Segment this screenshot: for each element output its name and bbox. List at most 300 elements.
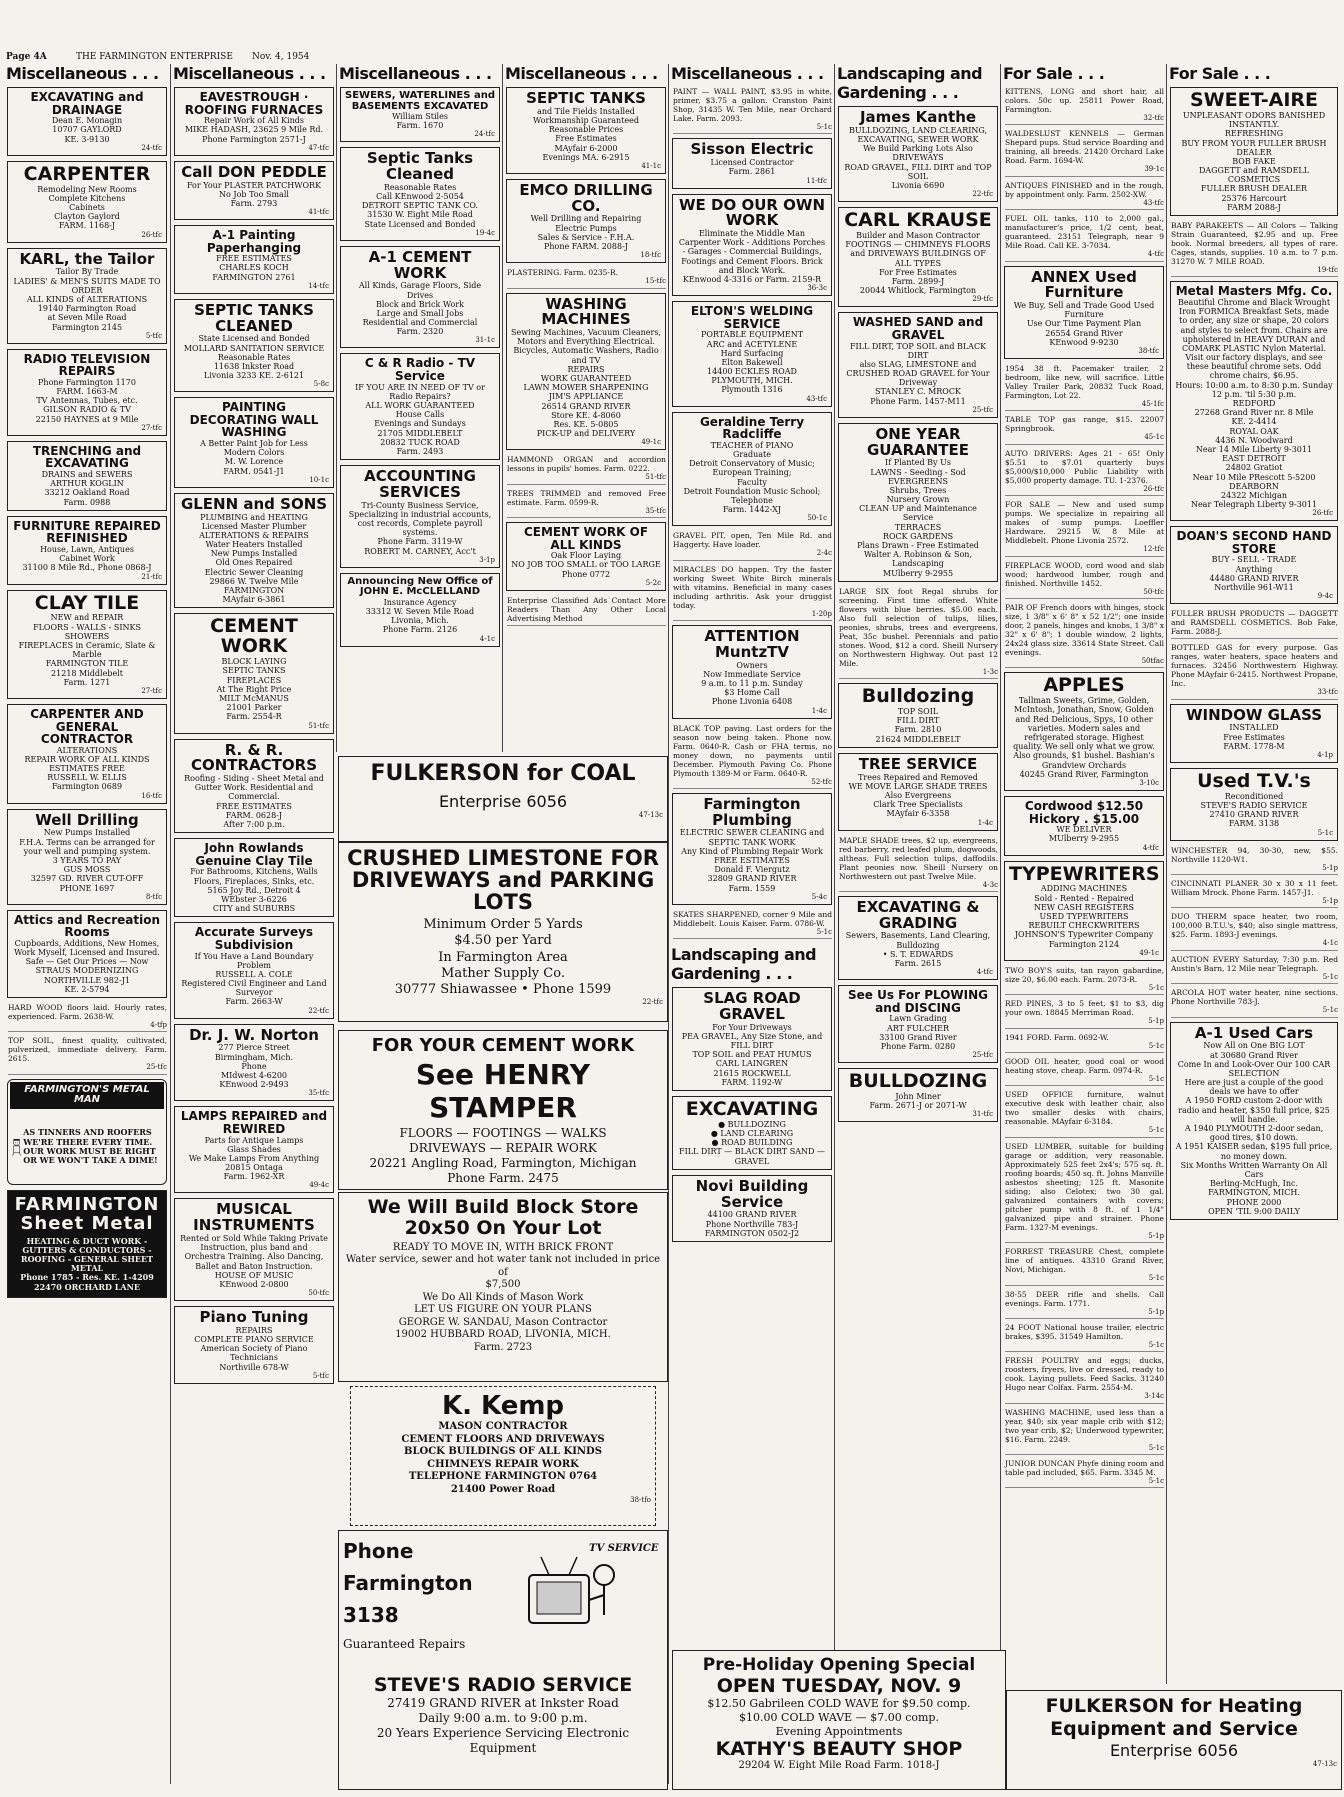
ad-headline: TYPEWRITERS <box>1009 862 1160 885</box>
ad-body: REPAIRS COMPLETE PIANO SERVICE American Society of Piano Technicians Northville 678-W <box>194 1325 314 1372</box>
ad-body: 277 Pierce Street Birmingham, Mich. Phone MIdwest 4-6200 KEnwood 2-9493 <box>214 1043 294 1090</box>
ad-body: Sewers, Basements, Land Clearing, Bulldozing • S. T. EDWARDS Farm. 2615 <box>845 931 991 968</box>
ad-code: 5-1c <box>1317 828 1333 837</box>
classified-line <box>507 455 666 484</box>
excavating-grading-ad <box>838 896 998 980</box>
henry-stamper-ad <box>338 1030 668 1190</box>
ad-code: 47-tfc <box>308 143 329 152</box>
classified-text: WALDESLUST KENNELS — German Shepard pups. Stud service Boarding and training, all breeds. 21420 Orchard Lake Road. Farm. 1694-W. <box>1005 129 1164 166</box>
ad-code: 31-tfc <box>972 1110 993 1119</box>
ad-code: 43-tfc <box>1143 198 1164 207</box>
ad-code: 4-tfc <box>976 968 993 977</box>
classified-text: KITTENS, LONG and short hair, all colors. 50c up. 25811 Power Road, Farmington. <box>1005 87 1164 114</box>
ad-headline: APPLES <box>1043 674 1125 697</box>
ad-body: and Tile Fields Installed Workmanship Guaranteed Reasonable Prices Free Estimates MAyfair 6-2000 Evenings MA. 6-2915 <box>532 106 640 162</box>
ad-headline: PAINTING DECORATING WALL WASHING <box>189 400 319 440</box>
section-heading-misc-4: Miscellaneous . . . <box>505 64 658 83</box>
ad-code: 15-tfc <box>645 277 666 286</box>
ad-body: Repair Work of All Kinds MIKE HADASH, 23625 9 Mile Rd. Phone Farmington 2571-J <box>184 116 324 144</box>
ad-body: WE DELIVER MUlberry 9-2955 <box>1048 825 1120 844</box>
ad-headline: C & R Radio - TV Service <box>364 356 476 384</box>
ad-body: If Planted By Us LAWNS - Seeding - Sod EVERGREENS Shrubs, Trees Nursery Grown CLEAN UP and Maintenance Service TERRACES ROCK GARDENS Plans Drawn - Free Estimated Walter A. Robinson & Son, Landscaping MUlberry 9-2955 <box>857 458 979 578</box>
lamps-repaired-and-rewired-ad <box>174 1106 334 1193</box>
ad-code: 49-1c <box>641 438 661 447</box>
classified-line <box>1005 561 1164 599</box>
used-t-v-s-ad <box>1170 768 1338 841</box>
fulkerson-coal-ad <box>338 756 668 842</box>
dr-j-w-norton-ad <box>174 1024 334 1102</box>
classified-text: AUCTION EVERY Saturday, 7:30 p.m. Red Austin's Barn, 12 Mile near Telegraph. <box>1171 954 1338 973</box>
ad-code: 26-tfc <box>141 230 162 239</box>
classified-line <box>8 1036 167 1074</box>
classified-line <box>1005 1459 1164 1488</box>
ad-headline: SLAG ROAD GRAVEL <box>703 989 801 1023</box>
ad-body: If You Have a Land Boundary Problem RUSSELL A. COLE Registered Civil Engineer and Land Surveyor Farm. 2663-W <box>181 951 327 1007</box>
ad-headline: CARPENTER AND GENERAL CONTRACTOR <box>30 706 144 747</box>
emco-drilling-co-ad <box>506 179 666 263</box>
classified-line <box>1005 181 1164 210</box>
ad-code: 12-tfc <box>1143 545 1164 554</box>
column-1 <box>4 64 170 1784</box>
accounting-services-ad <box>340 465 500 568</box>
ad-code: 33-tfc <box>1317 688 1338 697</box>
ad-code: 49-4c <box>309 1181 329 1190</box>
we-do-our-own-work-ad <box>672 194 832 297</box>
classified-line <box>1005 1090 1164 1137</box>
ad-headline: EAVESTROUGH · ROOFING FURNACES <box>184 90 324 117</box>
ad-body: BUY - SELL - TRADE Anything 44480 GRAND RIVER Northville 961-W11 <box>1209 555 1299 593</box>
classified-text: FRESH POULTRY and eggs; ducks, roosters, fryers, live or dressed, ready to cook. Laying pullets. Feed Sacks. 31240 Hugo near Colfax. Farm. 2554-M. <box>1005 1356 1164 1393</box>
ad-headline: Septic Tanks Cleaned <box>366 149 474 184</box>
james-kanthe-ad <box>838 106 998 202</box>
ad-body: Parts for Antique Lamps Glass Shades We Make Lamps From Anything 20815 Ontaga Farm. 1962-XR <box>188 1135 320 1182</box>
apples-ad <box>1004 672 1164 791</box>
ad-code: 5-1c <box>1148 1041 1164 1050</box>
ad-code: 50tfac <box>1141 656 1164 665</box>
ad-headline: KARL, the Tailor <box>19 249 155 268</box>
ad-body: Roofing - Siding - Sheet Metal and Gutter Work. Residential and Commercial. FREE ESTIMATES FARM. 0628-J After 7:00 p.m. <box>184 774 324 830</box>
ad-headline: ACCOUNTING SERVICES <box>364 467 476 501</box>
ad-headline: ELTON'S WELDING SERVICE <box>690 304 814 331</box>
column-2 <box>170 64 337 1784</box>
cement-work-of-all-kinds-ad <box>506 522 666 591</box>
trenching-and-excavating-ad <box>7 441 167 511</box>
classified-text: GOOD OIL heater, good coal or wood heating stove, cheap. Farm. 0974-R. <box>1005 1056 1164 1075</box>
classified-line <box>673 565 832 621</box>
ad-code: 36-3c <box>807 284 827 293</box>
column-7 <box>1000 64 1167 1684</box>
section-heading-misc-5: Miscellaneous . . . <box>671 64 824 83</box>
farmington-plumbing-ad <box>672 793 832 905</box>
limestone-title: CRUSHED LIMESTONE FOR DRIVEWAYS and PARKING LOTS <box>347 846 659 915</box>
ad-code: 24-tfc <box>141 143 162 152</box>
classified-line <box>1005 449 1164 496</box>
eavestrough-roofing-furnaces-ad <box>174 87 334 156</box>
ad-code: 3-1p <box>479 555 495 564</box>
classified-line <box>1005 603 1164 668</box>
ad-body: Tri-County Business Service, Specializing in industrial accounts, cost records, Complete payroll systems. Phone Farm. 3119-W ROBERT M. CARNEY, Acc't <box>348 500 492 556</box>
ad-code: 45-1fc <box>1141 400 1164 408</box>
classified-text: TABLE TOP gas range, $15. 22007 Springbrook. <box>1005 415 1164 434</box>
ad-headline: Geraldine Terry Radcliffe <box>699 414 805 442</box>
ad-body: Lawn Grading ART FULCHER 33100 Grand River Phone Farm. 0280 <box>879 1014 957 1051</box>
ad-body: New Pumps Installed F.H.A. Terms can be arranged for your well and pumping system. 3 YEARS TO PAY GUS MOSS 32597 GD. RIVER CUT-OFF PHONE 1697 <box>19 828 155 893</box>
ad-code: 5-tfc <box>145 331 162 340</box>
excavating-ad <box>672 1096 832 1170</box>
washing-machines-ad <box>506 293 666 451</box>
call-don-peddle-ad <box>174 161 334 220</box>
radio-television-repairs-ad <box>7 349 167 436</box>
carpenter-and-general-contractor-ad <box>7 704 167 804</box>
ad-body: Remodeling New Rooms Complete Kitchens Cabinets Clayton Gaylord FARM. 1168-J <box>37 184 137 231</box>
ad-body: All Kinds, Garage Floors, Side Drives Block and Brick Work Large and Small Jobs Residential and Commercial Farm. 2320 <box>358 281 482 337</box>
classified-line <box>1005 1057 1164 1086</box>
one-year-guarantee-ad <box>838 423 998 582</box>
ad-body: For Your PLASTER PATCHWORK No Job Too Small Farm. 2793 <box>186 180 322 208</box>
heating-title: FULKERSON for Heating Equipment and Service <box>1045 1695 1303 1740</box>
kathy-shop-name: KATHY'S BEAUTY SHOP <box>715 1738 963 1761</box>
ad-code: 25-tfc <box>146 1063 167 1072</box>
john-rowlands-genuine-clay-tile-ad <box>174 838 334 917</box>
ad-code: 31-1c <box>475 336 495 345</box>
ad-code: 4-1c <box>1322 939 1338 948</box>
column-3 <box>336 64 503 752</box>
a-1-used-cars-ad <box>1170 1022 1338 1220</box>
classified-line <box>839 587 998 679</box>
ad-code: 5-tfc <box>312 1371 329 1380</box>
ad-code: 10-1c <box>309 475 329 484</box>
classified-line <box>1171 879 1338 908</box>
ad-code: 41-tfc <box>308 208 329 217</box>
block-store-ad <box>338 1192 668 1382</box>
ad-headline: CLAY TILE <box>34 591 140 614</box>
classified-line <box>673 724 832 789</box>
cement-work-ad <box>174 613 334 733</box>
section-heading-misc-3: Miscellaneous . . . <box>339 64 492 83</box>
ad-code: 41-1c <box>641 161 661 170</box>
ad-body: Licensed Contractor Farm. 2861 <box>710 158 794 177</box>
ad-code: 27-tfc <box>141 423 162 432</box>
ad-code: 5-1p <box>1148 1307 1164 1316</box>
ad-body: House, Lawn, Antiques Cabinet Work 31100 8 Mile Rd., Phone 0868-J <box>22 544 152 573</box>
stamper-title: FOR YOUR CEMENT WORK <box>371 1035 635 1056</box>
metal-man-banner: FARMINGTON'S METAL MAN <box>10 1082 164 1109</box>
a-1-cement-work-ad <box>340 246 500 349</box>
ad-body: Beautiful Chrome and Black Wrought Iron FORMICA Breakfast Sets, made to order, any size or shape, 20 colors and styles to select from. Chairs are upholstered in HEAVY DURAN and COMARK PLASTIC Nylon Material. Visit our factory displays, and see these beautiful chrome sets. Odd chrome chairs, $6.95. Hours: 10:00 a.m. to 8:30 p.m. Sunday 12 p.m. 'til 5:30 p.m. REDFORD 27268 Grand River nr. 8 Mile KE. 2-4414 ROYAL OAK 4436 N. Woodward Near 14 Mile Liberty 9-3011 EAST DETROIT 24802 Gratiot Near 10 Mile PRescott 5-5200 DEARBORN 24322 Michigan Near Telegraph Liberty 9-3011 <box>1175 297 1333 510</box>
page-number: Page 4A <box>6 52 47 62</box>
ad-code: 1-3c <box>982 667 998 676</box>
classified-line <box>1171 955 1338 984</box>
ad-code: 38-tfc <box>1138 347 1159 355</box>
classified-text: 38-55 DEER rifle and shells. Call evenings. Farm. 1771. <box>1005 1289 1164 1308</box>
geraldine-terry-radcliffe-ad <box>672 412 832 527</box>
classified-line <box>673 531 832 560</box>
section-heading-misc: Miscellaneous . . . <box>6 64 159 83</box>
ad-headline: WINDOW GLASS <box>1185 705 1323 724</box>
ad-body: Reasonable Rates Call KEnwood 2-5054 DETROIT SEPTIC TANK CO. 31530 W. Eight Mile Road State Licensed and Bonded <box>361 182 479 229</box>
ad-body: For Bathrooms, Kitchens, Walls Floors, Fireplaces, Sinks, etc. 5165 Joy Rd., Detroit 4 WEbster 3-6226 CITY and SUBURBS <box>190 867 318 914</box>
classified-text: JUNIOR DUNCAN Phyfe dining room and table pad included, $65. Farm. 3345 M. <box>1005 1459 1164 1478</box>
crushed-limestone-ad <box>338 842 668 1022</box>
classified-text: CINCINNATI PLANER 30 x 30 x 11 feet. William Mrock. Phone Farm. 1457-J1. <box>1171 879 1338 898</box>
glenn-and-sons-ad <box>174 493 334 609</box>
metal-man-figure-icon <box>10 1112 23 1182</box>
announcing-new-office-of-john-e--ad <box>340 573 500 647</box>
excavating-and-drainage-ad <box>7 87 167 156</box>
classified-text: HARD WOOD floors laid. Hourly rates, experienced. Farm. 2638-W. <box>8 1003 167 1022</box>
ad-headline: MUSICAL INSTRUMENTS <box>193 1200 315 1235</box>
ad-headline: DOAN'S SECOND HAND STORE <box>1176 529 1332 556</box>
ad-code: 32-tfc <box>1143 114 1164 122</box>
ad-code: 25-tfc <box>972 405 993 414</box>
classified-line <box>507 489 666 518</box>
ad-code: 5-1c <box>1148 1443 1164 1452</box>
ad-body: ● BULLDOZING ● LAND CLEARING ● ROAD BUILDING FILL DIRT — BLACK DIRT SAND — GRAVEL <box>679 1119 825 1166</box>
classified-line <box>1005 1033 1164 1053</box>
steves-radio-ad <box>338 1530 668 1790</box>
classified-text: HAMMOND ORGAN and accordion lessons in pupils' homes. Farm. 0222. <box>507 455 666 474</box>
musical-instruments-ad <box>174 1198 334 1301</box>
ad-code: 1-4c <box>811 706 827 715</box>
ad-code: 5-1c <box>816 927 832 936</box>
septic-tanks-cleaned-ad <box>174 299 334 392</box>
classified-line <box>1005 1247 1164 1285</box>
paper-name: THE FARMINGTON ENTERPRISE <box>76 52 233 62</box>
slag-road-gravel-ad <box>672 987 832 1091</box>
ad-code: 21-tfc <box>141 572 162 581</box>
septic-tanks-ad <box>506 87 666 174</box>
ad-headline: ATTENTION MuntzTV <box>704 627 800 661</box>
ad-headline: TRENCHING and EXCAVATING <box>32 443 142 471</box>
ad-headline: Well Drilling <box>35 810 139 829</box>
tree-service-ad <box>838 753 998 831</box>
section-heading-forsale-2: For Sale . . . <box>1169 64 1271 83</box>
window-glass-ad <box>1170 704 1338 763</box>
ad-code: 5-1c <box>1148 983 1164 992</box>
column-4 <box>502 64 669 752</box>
ad-code: 26-tfc <box>1312 509 1333 518</box>
typewriters-ad <box>1004 861 1164 961</box>
sweet-aire-ad <box>1170 87 1338 216</box>
ad-headline: EXCAVATING and DRAINAGE <box>30 90 144 117</box>
ad-body: For Your Driveways PEA GRAVEL, Any Size Stone, and FILL DIRT TOP SOIL and PEAT HUMUS CARL LAINGREN 21615 ROCKWELL FARM. 1192-W <box>681 1022 823 1087</box>
ad-headline: Cordwood $12.50 Hickory . $15.00 <box>1024 798 1144 826</box>
ad-headline: Novi Building Service <box>695 1176 809 1211</box>
classified-line <box>1171 609 1338 639</box>
classified-line <box>1171 643 1338 699</box>
metal-man-ad <box>7 1079 167 1185</box>
ad-code: 5-4c <box>811 892 827 901</box>
ad-code: 2-4c <box>816 549 832 558</box>
ad-code: 18-tfc <box>640 251 661 260</box>
bulldozing-ad <box>838 1068 998 1122</box>
ad-code: 5-1p <box>1148 1231 1164 1240</box>
ad-headline: Accurate Surveys Subdivision <box>194 925 314 952</box>
piano-tuning-ad <box>174 1306 334 1384</box>
carl-krause-ad <box>838 207 998 307</box>
ad-code: 5-1c <box>1148 1340 1164 1349</box>
sheet-metal-logo: FARMINGTON Sheet Metal <box>14 1193 160 1234</box>
ad-code: 14-tfc <box>308 281 329 290</box>
ad-code: 51-tfc <box>645 473 666 482</box>
ad-code: 22-tfc <box>308 1006 329 1015</box>
ad-code: 11-tfc <box>806 176 827 185</box>
ad-body: Tallman Sweets, Grime, Golden, McIntosh, Jonathan, Snow, Golden and Red Delicious, Spys, 10 other varieties. Modern sales and refrigerated storage. Highest quality. We sell only what we grow. Also grounds, $1 bushel. Bashian's Grandview Orchards 40245 Grand River, Farmington <box>1013 696 1155 779</box>
stamper-details: FLOORS — FOOTINGS — WALKS DRIVEWAYS — REPAIR WORK 20221 Angling Road, Farmington, Michigan Phone Farm. 2475 <box>369 1126 637 1185</box>
ad-headline: R. & R. CONTRACTORS <box>190 740 318 775</box>
ad-body: Eliminate the Middle Man Carpenter Work - Additions Porches - Garages - Commercial Buildings, Footings and Cement Floors. Brick and Block Work. KEnwood 4-3316 or Farm. 2159-R <box>678 229 826 284</box>
fulkerson-coal-title: FULKERSON for COAL <box>370 761 636 786</box>
classified-text: LARGE SIX foot Regal shrubs for screening. First time offered. White flowers with blue berries. $5.00 each. Also full selection of tulips, lilies, peonies, shrubs, trees and evergreens. Peat, 35c bushel. Perennials and patio stones. Wood, $12 a cord. Sheill Nursery on Northwestern Highway. Out past 12 Mile. <box>839 586 998 668</box>
ad-code: 50-tfc <box>308 1289 329 1298</box>
kathy-prices: $12.50 Gabrileen COLD WAVE for $9.50 comp. $10.00 COLD WAVE — $7.00 comp. Evening Appointments <box>707 1697 971 1738</box>
ad-body: Cupboards, Additions, New Homes, Work Myself, Licensed and Insured. Safe — Get Our Prices — Now STRAUS MODERNIZING NORTHVILLE 982-J1 KE. 2-5794 <box>14 938 160 994</box>
kathy-opening: OPEN TUESDAY, NOV. 9 <box>716 1675 962 1697</box>
classified-line <box>1005 415 1164 444</box>
ad-body: Trees Repaired and Removed WE MOVE LARGE SHADE TREES Also Evergreens Clark Tree Specialists MAyfair 6-3358 <box>848 772 988 819</box>
classified-line <box>839 836 998 892</box>
classified-text: GRAVEL PIT, open, Ten Mile Rd. and Haggerty. Have loader. <box>673 531 832 550</box>
ad-code: 19-4c <box>475 228 495 237</box>
elton-s-welding-service-ad <box>672 301 832 407</box>
ad-code: 5-1c <box>816 123 832 131</box>
ad-body: DRAINS and SEWERS ARTHUR KOGLIN 33212 Oakland Road Farm. 0988 <box>41 470 133 507</box>
classified-line <box>1005 214 1164 261</box>
accurate-surveys-subdivision-ad <box>174 922 334 1018</box>
r-r-contractors-ad <box>174 739 334 834</box>
see-us-for-plowing-and-discing-ad <box>838 985 998 1063</box>
ad-code: 3-10c <box>1139 778 1159 787</box>
kathys-beauty-shop-ad <box>672 1650 1006 1790</box>
karl-the-tailor-ad <box>7 248 167 344</box>
ad-headline: SWEET-AIRE <box>1189 89 1319 111</box>
classified-line <box>1005 129 1164 176</box>
ad-code: 5-1c <box>1148 1074 1164 1083</box>
ad-code: 4-tfc <box>1142 843 1159 852</box>
classified-text: ANTIQUES FINISHED and in the rough, by appointment only. Farm. 2502-XW. <box>1005 180 1164 199</box>
ad-headline: EMCO DRILLING CO. <box>519 180 653 215</box>
novi-building-service-ad <box>672 1175 832 1242</box>
fulkerson-heating-ad <box>1006 1690 1342 1790</box>
ad-headline: BULLDOZING <box>848 1070 988 1093</box>
ad-code: 19-tfc <box>1317 266 1338 274</box>
column-5 <box>668 64 835 1784</box>
furniture-repaired-refinished-ad <box>7 516 167 585</box>
a-1-painting-paperhanging-ad <box>174 225 334 294</box>
ad-code: 4-tfc <box>1147 250 1164 259</box>
classified-line <box>1005 364 1164 411</box>
classified-line <box>8 1003 167 1032</box>
ad-body: Sewing Machines, Vacuum Cleaners, Motors and Everything Electrical. Bicycles, Automatic Washers, Radio and TV REPAIRS WORK GUARANTEED LAWN MOWER SHARPENING JIM'S APPLIANCE 26514 GRAND RIVER Store KE. 4-8060 Res. KE. 5-0805 PICK-UP and DELIVERY <box>511 328 661 439</box>
kemp-details: MASON CONTRACTOR CEMENT FLOORS AND DRIVEWAYS BLOCK BUILDINGS OF ALL KINDS CHIMNEYS REPAIR WORK TELEPHONE FARMINGTON 0764 21400 Power Road <box>401 1421 605 1495</box>
classified-text: 1941 FORD. Farm. 0692-W. <box>1005 1032 1109 1042</box>
ad-body: Well Drilling and Repairing Electric Pumps Sales & Service - F.H.A. Phone FARM. 2088-J <box>530 214 642 251</box>
carpenter-ad <box>7 161 167 243</box>
classified-line <box>1005 1290 1164 1319</box>
kemp-title: K. Kemp <box>441 1391 565 1421</box>
classified-line <box>1005 500 1164 556</box>
steve-business-name: STEVE'S RADIO SERVICE <box>373 1674 633 1696</box>
ad-body: Owners Now Immediate Service 9 a.m. to 11 p.m. Sunday $3 Home Call Phone Livonia 6408 <box>701 660 803 707</box>
classified-line <box>507 268 666 288</box>
classified-text: RED PINES, 3 to 5 feet, $1 to $3, dig your own. 18845 Merriman Road. <box>1005 999 1164 1018</box>
classified-text: AUTO DRIVERS: Ages 21 - 65! Only $5.51 to $7.01 quarterly buys $5,000/$10,000 Public Liability with $5,000 property damage. TU. 1-2376. <box>1005 448 1164 485</box>
ad-code: 50-tfc <box>1143 587 1164 596</box>
classified-text: TWO BOY'S suits, tan rayon gabardine, size 20, $6.00 each. Farm. 2073-R. <box>1005 965 1164 984</box>
ad-code: 5-1c <box>1148 1477 1164 1486</box>
ad-code: 45-1c <box>1144 433 1164 442</box>
limestone-details: Minimum Order 5 Yards $4.50 per Yard In Farmington Area Mather Supply Co. 30777 Shiawassee • Phone 1599 <box>394 917 612 998</box>
ad-code: 27-tfc <box>141 686 162 695</box>
ad-code: 5-1c <box>1148 1274 1164 1283</box>
ad-body: Reconditioned STEVE'S RADIO SERVICE 27410 GRAND RIVER FARM. 3138 <box>1200 791 1308 829</box>
ad-headline: Bulldozing <box>861 685 975 708</box>
ad-headline: TREE SERVICE <box>858 754 978 773</box>
ad-headline: Piano Tuning <box>199 1308 309 1327</box>
ad-body: PLUMBING and HEATING Licensed Master Plumber ALTERATIONS & REPAIRS Water Heaters Installed New Pumps Installed Old Ones Repaired Electric Sewer Cleaning 29866 W. Twelve Mile FARMINGTON MAyfair 6-3861 <box>199 512 309 605</box>
ad-code: 9-4c <box>1317 592 1333 601</box>
ad-code: 51-tfc <box>308 721 329 730</box>
ad-headline: Announcing New Office of JOHN E. McCLELLAND <box>347 575 493 598</box>
ad-code: 4-tfp <box>150 1021 167 1030</box>
ad-headline: Sisson Electric <box>690 140 814 159</box>
classified-text: MIRACLES DO happen. Try the faster working Sweet White Birch minerals with vitamins. Beneficial in many cases including arthritis. Ask your druggist today. <box>673 564 832 610</box>
classified-text: BOTTLED GAS for every purpose. Gas ranges, water heaters, space heaters and furnaces. 32456 Northwestern Highway. Phone MAyfair 6-2415. Northwest Propane, Inc. <box>1171 643 1338 689</box>
ad-headline: WASHING MACHINES <box>541 294 631 329</box>
ad-code: 5-1p <box>1322 863 1338 872</box>
classified-line <box>1005 87 1164 125</box>
classified-text: PAINT — WALL PAINT, $3.95 in white, primer, $3.75 a gallon. Cranston Paint Shop, 31435 W. Ten Mile, near Orchard Lake. Farm. 2093. <box>673 87 832 123</box>
washed-sand-and-gravel-ad <box>838 312 998 418</box>
ad-headline: James Kanthe <box>859 108 977 126</box>
ad-body: John Miner Farm. 2671-J or 2071-W <box>869 1092 967 1111</box>
attics-and-recreation-rooms-ad <box>7 910 167 998</box>
classified-line <box>1005 1323 1164 1352</box>
classified-text: PLASTERING. Farm. 0235-R. <box>507 268 619 278</box>
ad-body: ALTERATIONS REPAIR WORK OF ALL KINDS ESTIMATES FREE RUSSELL W. ELLIS Farmington 0689 <box>24 745 150 792</box>
ad-body: Now All on One BIG LOT at 30680 Grand River Come In and Look-Over Our 100 CAR SELECTION Here are just a couple of the good deals we have to offer A 1950 FORD custom 2-door with radio and heater, $350 full price, $25 will handle. A 1940 PLYMOUTH 2-door sedan, good tires, $10 down. A 1951 KAISER sedan, $195 full price, no money down. Six Months Written Warranty On All Cars Berling-McHugh, Inc. FARMINGTON, MICH. PHONE 2000 OPEN 'TIL 9:00 DAILY <box>1175 1041 1333 1216</box>
classified-line <box>673 910 832 939</box>
ad-code: 47-13c <box>1312 1759 1337 1768</box>
stamper-name: See HENRY STAMPER <box>415 1058 591 1124</box>
ad-headline: LAMPS REPAIRED and REWIRED <box>180 1109 328 1136</box>
classified-text: FORREST TREASURE Chest, complete line of antiques. 43310 Grand River, Novi, Michigan. <box>1005 1247 1164 1275</box>
ad-body: INSTALLED Free Estimates FARM. 1778-M <box>1223 723 1285 751</box>
ad-code: 29-tfc <box>972 295 993 304</box>
classified-line <box>1005 1142 1164 1243</box>
ad-body: IF YOU ARE IN NEED OF TV or Radio Repairs? ALL WORK GUARANTEED House Calls Evenings and Sundays 21705 MIDDLEBELT 20832 TUCK ROAD Farm. 2493 <box>355 382 485 456</box>
ad-code: 50-1c <box>807 514 827 523</box>
ad-body: A Better Paint Job for Less Modern Colors M. W. Lorence FARM. 0541-J1 <box>200 439 308 476</box>
ad-headline: A-1 CEMENT WORK <box>368 247 472 282</box>
classified-text: USED LUMBER, suitable for building garage or addition, very reasonable. Approximately 525 feet 2x4's; 575 sq. ft. roofing boards; 450 sq. ft. Johns Manville asbestos sheeting; 125 ft. Masonite siding; also Celotex; two 30 gal. galvanized containers with covers; pitcher pump with 8 ft. of 1 1/4" galvanized pipe and strainer. Phone Farm. 1327-M evenings. <box>1005 1141 1164 1232</box>
ad-body: BULLDOZING, LAND CLEARING, EXCAVATING, SEWER WORK We Build Parking Lots Also DRIVEWAYS ROAD GRAVEL, FILL DIRT and TOP SOIL Livonia 6690 <box>844 125 992 190</box>
ad-body: NEW and REPAIR FLOORS - WALLS - SINKS SHOWERS FIREPLACES in Ceramic, Slate & Marble FARMINGTON TILE 21218 Middlebelt Farm. 1271 <box>18 613 156 687</box>
ad-body: FREE ESTIMATES CHARLES KOCH FARMINGTON 2761 <box>212 254 296 282</box>
ad-code: 22-tfc <box>972 190 993 199</box>
ad-code: 5-1c <box>1322 1006 1338 1015</box>
ad-headline: CEMENT WORK <box>210 615 298 658</box>
sheet-metal-ad <box>7 1190 167 1298</box>
ad-headline: EXCAVATING <box>685 1097 819 1120</box>
classified-line <box>1005 1408 1164 1455</box>
classified-line <box>1171 988 1338 1017</box>
classified-text: TOP SOIL, finest quality, cultivated, pulverized, immediate delivery. Farm. 2615. <box>8 1036 167 1064</box>
column-8 <box>1166 64 1341 1684</box>
classified-text: FULLER BRUSH PRODUCTS — DAGGETT and RAMSDELL COSMETICS. Bob Fake, Farm. 2088-J. <box>1171 609 1338 637</box>
classified-line <box>507 596 666 626</box>
well-drilling-ad <box>7 809 167 905</box>
